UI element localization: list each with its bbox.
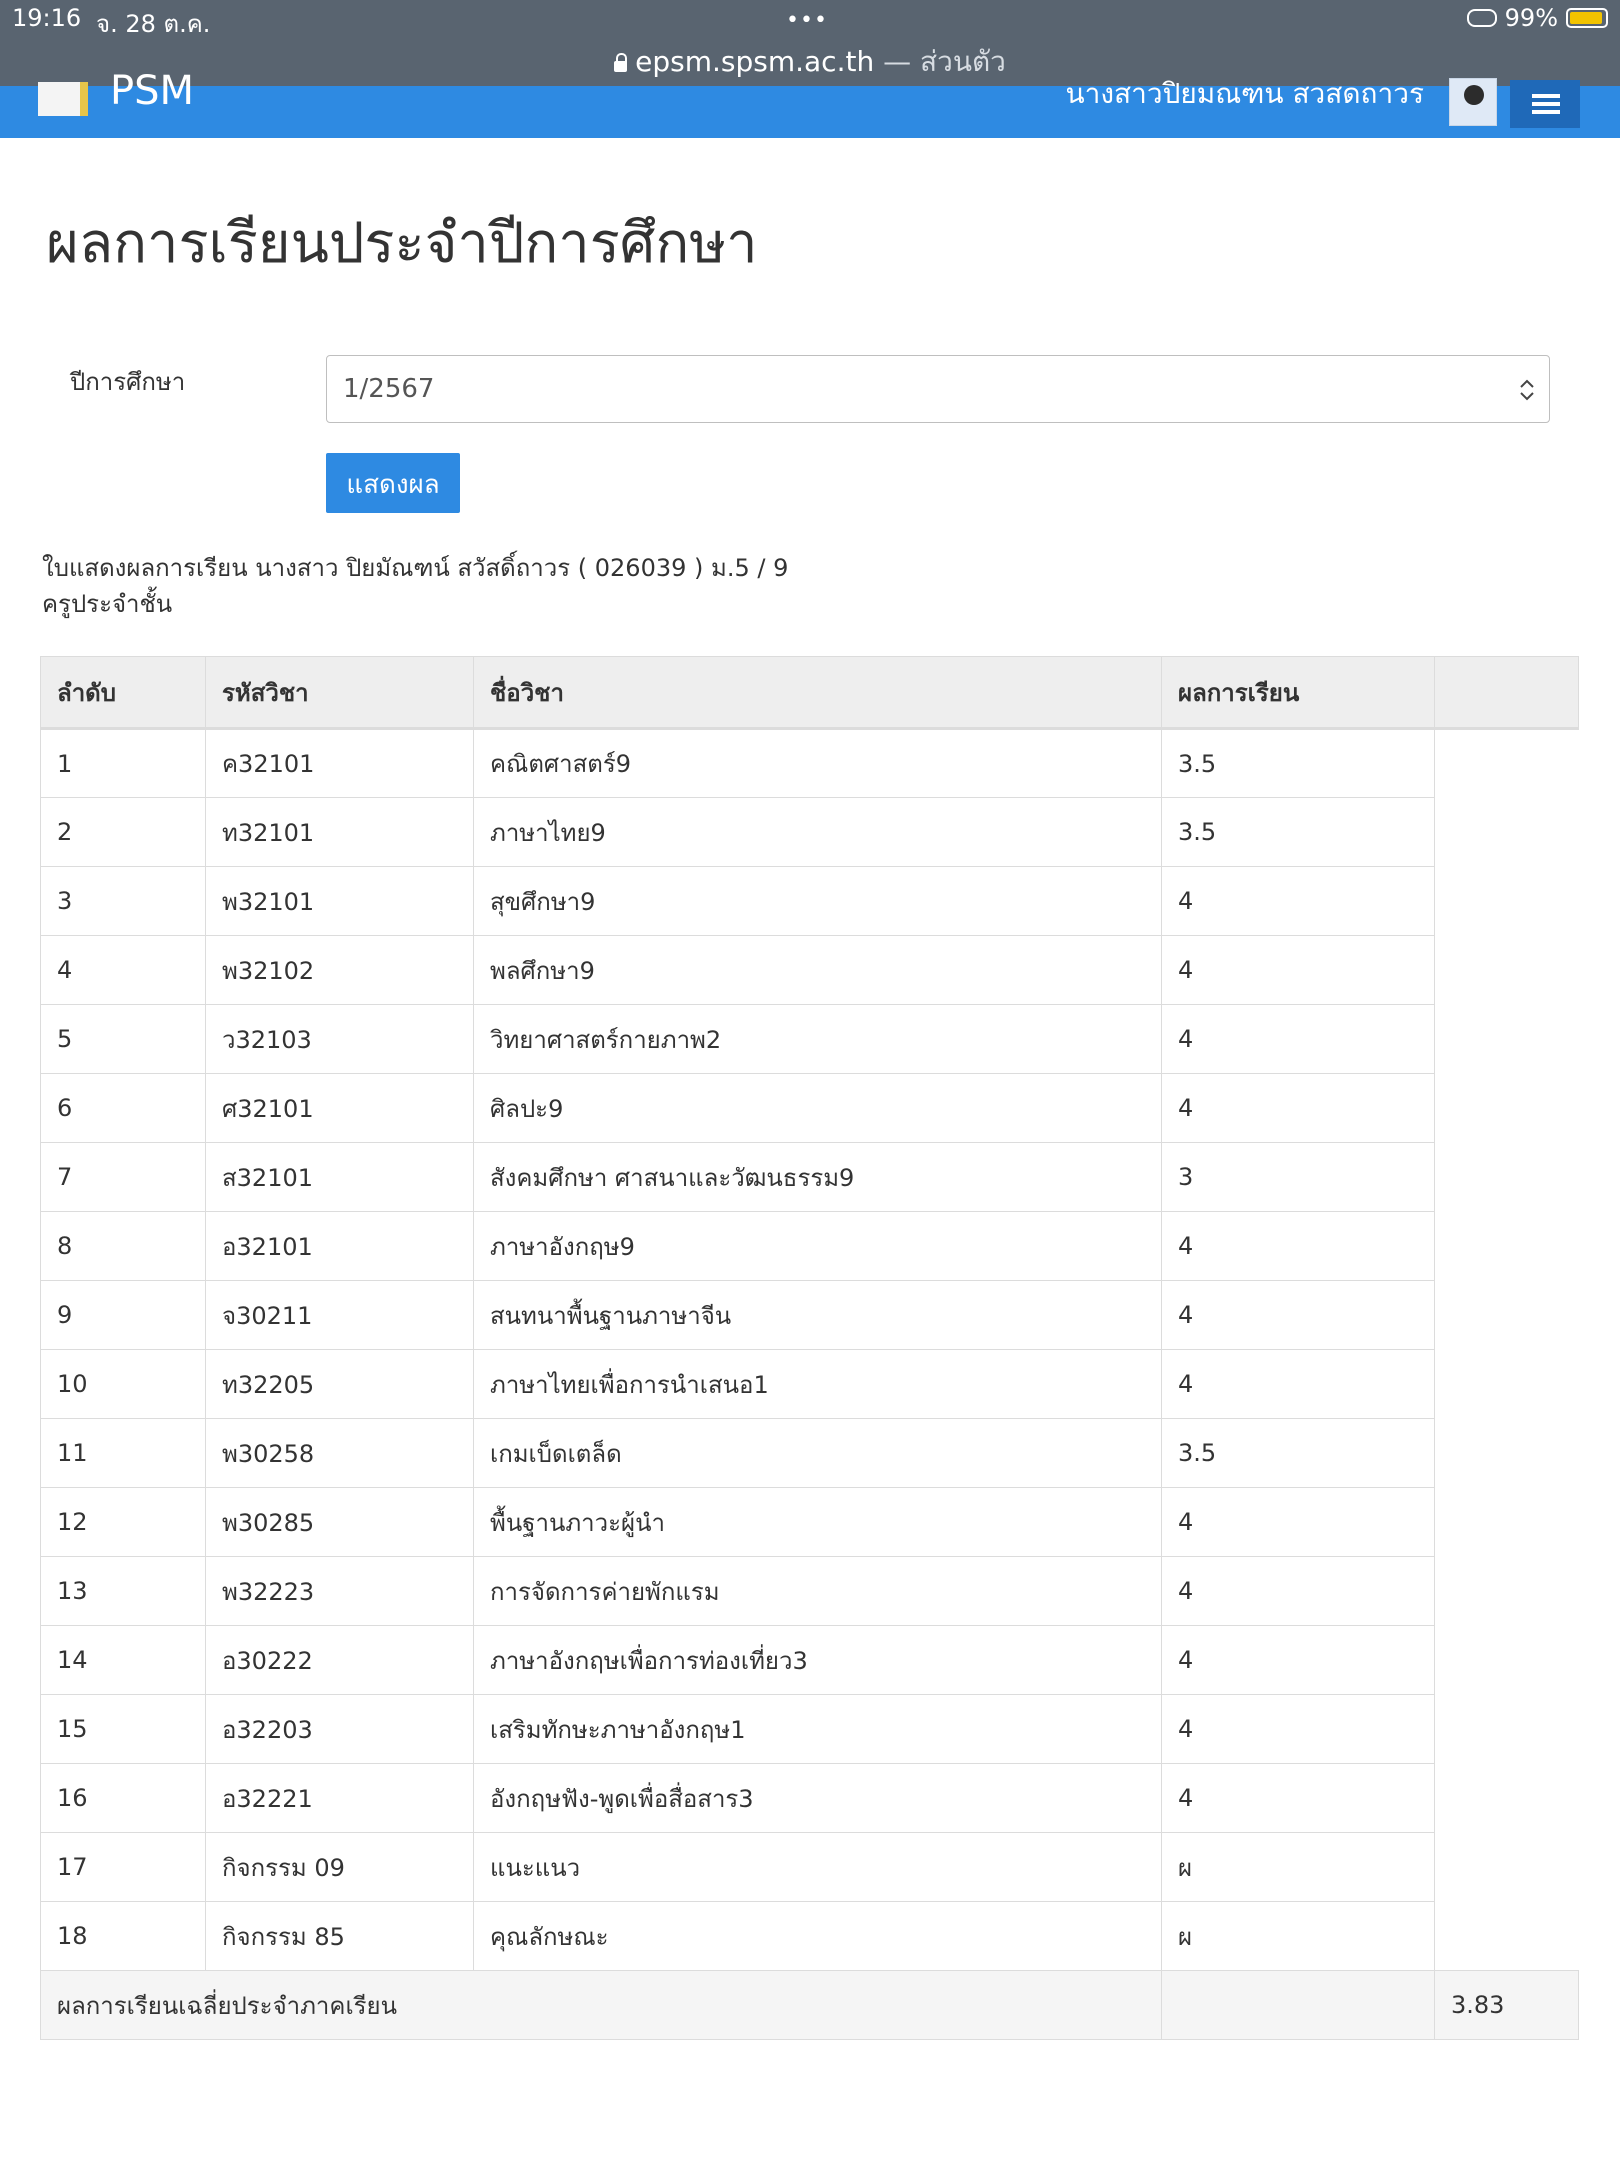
cell-grade: 4 bbox=[1162, 1281, 1435, 1350]
cell-order: 18 bbox=[41, 1902, 206, 1971]
table-header-row bbox=[41, 657, 1579, 729]
table-row bbox=[41, 1626, 1579, 1695]
cell-subject: อังกฤษฟัง-พูดเพื่อสื่อสาร3 bbox=[474, 1764, 1162, 1833]
row-spacer bbox=[1435, 1833, 1579, 1902]
row-spacer bbox=[1435, 1626, 1579, 1695]
cell-code: ท32205 bbox=[206, 1350, 474, 1419]
row-spacer bbox=[1435, 1695, 1579, 1764]
cell-order: 12 bbox=[41, 1488, 206, 1557]
cell-order: 2 bbox=[41, 798, 206, 867]
cell-code: จ30211 bbox=[206, 1281, 474, 1350]
cell-grade: 4 bbox=[1162, 936, 1435, 1005]
cell-grade: 3 bbox=[1162, 1143, 1435, 1212]
table-spacer bbox=[1435, 657, 1579, 729]
cell-grade: ผ bbox=[1162, 1902, 1435, 1971]
cell-order: 1 bbox=[41, 729, 206, 798]
cell-subject: การจัดการค่ายพักแรม bbox=[474, 1557, 1162, 1626]
app-header bbox=[0, 68, 1620, 138]
cell-grade: 4 bbox=[1162, 1557, 1435, 1626]
table-row bbox=[41, 1074, 1579, 1143]
cell-code: กิจกรรม 85 bbox=[206, 1902, 474, 1971]
table-row bbox=[41, 1212, 1579, 1281]
cell-grade: ผ bbox=[1162, 1833, 1435, 1902]
cell-subject: สนทนาพื้นฐานภาษาจีน bbox=[474, 1281, 1162, 1350]
year-select-value: 1/2567 bbox=[343, 374, 435, 404]
cell-grade: 4 bbox=[1162, 1212, 1435, 1281]
table-row bbox=[41, 1764, 1579, 1833]
cell-code: อ32203 bbox=[206, 1695, 474, 1764]
cell-subject: ภาษาอังกฤษ9 bbox=[474, 1212, 1162, 1281]
url-domain: epsm.spsm.ac.th bbox=[635, 45, 875, 78]
cell-subject: ภาษาไทย9 bbox=[474, 798, 1162, 867]
row-spacer bbox=[1435, 798, 1579, 867]
table-row bbox=[41, 729, 1579, 798]
cell-code: อ32101 bbox=[206, 1212, 474, 1281]
cell-order: 8 bbox=[41, 1212, 206, 1281]
row-spacer bbox=[1435, 1005, 1579, 1074]
show-result-button[interactable]: แสดงผล bbox=[326, 453, 460, 513]
row-spacer bbox=[1435, 729, 1579, 798]
cell-order: 15 bbox=[41, 1695, 206, 1764]
cell-subject: ภาษาไทยเพื่อการนำเสนอ1 bbox=[474, 1350, 1162, 1419]
cell-order: 14 bbox=[41, 1626, 206, 1695]
cell-grade: 4 bbox=[1162, 1350, 1435, 1419]
average-value: 3.83 bbox=[1435, 1971, 1579, 2040]
table-row bbox=[41, 1419, 1579, 1488]
row-spacer bbox=[1435, 1350, 1579, 1419]
table-row bbox=[41, 1281, 1579, 1350]
avatar[interactable] bbox=[1449, 78, 1497, 126]
cell-code: กิจกรรม 09 bbox=[206, 1833, 474, 1902]
lock-icon bbox=[614, 61, 627, 72]
cell-code: พ32102 bbox=[206, 936, 474, 1005]
cell-code: พ32101 bbox=[206, 867, 474, 936]
cell-order: 16 bbox=[41, 1764, 206, 1833]
average-empty-cell bbox=[1162, 1971, 1435, 2040]
table-row bbox=[41, 1695, 1579, 1764]
row-spacer bbox=[1435, 1419, 1579, 1488]
cell-subject: เกมเบ็ดเตล็ด bbox=[474, 1419, 1162, 1488]
table-row bbox=[41, 798, 1579, 867]
report-info: ใบแสดงผลการเรียน นางสาว ปิยมัณฑน์ สวัสดิ์ถาวร ( 026039 ) ม.5 / 9 bbox=[42, 554, 789, 582]
user-name[interactable]: นางสาวปิยมณฑน สวสดถาวร bbox=[1065, 77, 1424, 110]
table-row bbox=[41, 867, 1579, 936]
cell-order: 4 bbox=[41, 936, 206, 1005]
cell-order: 11 bbox=[41, 1419, 206, 1488]
chevron-up-down-icon bbox=[1519, 378, 1535, 402]
private-mode-label: ส่วนตัว bbox=[920, 45, 1006, 78]
cell-code: อ32221 bbox=[206, 1764, 474, 1833]
link-icon bbox=[1467, 9, 1497, 27]
cell-grade: 3.5 bbox=[1162, 798, 1435, 867]
cell-grade: 4 bbox=[1162, 1626, 1435, 1695]
cell-order: 13 bbox=[41, 1557, 206, 1626]
cell-code: ส32101 bbox=[206, 1143, 474, 1212]
cell-subject: สังคมศึกษา ศาสนาและวัฒนธรรม9 bbox=[474, 1143, 1162, 1212]
cell-subject: เสริมทักษะภาษาอังกฤษ1 bbox=[474, 1695, 1162, 1764]
cell-code: พ30258 bbox=[206, 1419, 474, 1488]
row-spacer bbox=[1435, 1281, 1579, 1350]
cell-order: 10 bbox=[41, 1350, 206, 1419]
cell-subject: วิทยาศาสตร์กายภาพ2 bbox=[474, 1005, 1162, 1074]
col-header-subject: ชื่อวิชา bbox=[474, 657, 1162, 729]
table-row bbox=[41, 1143, 1579, 1212]
cell-order: 17 bbox=[41, 1833, 206, 1902]
cell-code: ว32103 bbox=[206, 1005, 474, 1074]
book-logo-icon[interactable] bbox=[38, 82, 82, 116]
year-select[interactable] bbox=[326, 355, 1550, 423]
col-header-grade: ผลการเรียน bbox=[1162, 657, 1435, 729]
table-row bbox=[41, 1557, 1579, 1626]
grades-table bbox=[40, 656, 1579, 2040]
cell-grade: 4 bbox=[1162, 1005, 1435, 1074]
row-spacer bbox=[1435, 1488, 1579, 1557]
battery-icon bbox=[1566, 8, 1608, 28]
average-label: ผลการเรียนเฉลี่ยประจำภาคเรียน bbox=[41, 1971, 1162, 2040]
cell-subject: ภาษาอังกฤษเพื่อการท่องเที่ยว3 bbox=[474, 1626, 1162, 1695]
row-spacer bbox=[1435, 1764, 1579, 1833]
cell-code: พ32223 bbox=[206, 1557, 474, 1626]
table-row bbox=[41, 1902, 1579, 1971]
cell-code: พ30285 bbox=[206, 1488, 474, 1557]
row-spacer bbox=[1435, 1074, 1579, 1143]
cell-grade: 4 bbox=[1162, 1764, 1435, 1833]
col-header-order: ลำดับ bbox=[41, 657, 206, 729]
cell-grade: 4 bbox=[1162, 1074, 1435, 1143]
url-separator: — bbox=[874, 45, 921, 78]
col-header-code: รหัสวิชา bbox=[206, 657, 474, 729]
table-row bbox=[41, 1833, 1579, 1902]
cell-subject: ศิลปะ9 bbox=[474, 1074, 1162, 1143]
status-date: จ. 28 ต.ค. bbox=[96, 10, 211, 38]
cell-subject: คณิตศาสตร์9 bbox=[474, 729, 1162, 798]
hamburger-menu-icon[interactable] bbox=[1510, 80, 1580, 128]
cell-code: ท32101 bbox=[206, 798, 474, 867]
table-row bbox=[41, 1488, 1579, 1557]
row-spacer bbox=[1435, 1557, 1579, 1626]
cell-order: 7 bbox=[41, 1143, 206, 1212]
row-spacer bbox=[1435, 1902, 1579, 1971]
table-row bbox=[41, 1005, 1579, 1074]
homeroom-teacher: ครูประจำชั้น bbox=[42, 590, 173, 618]
cell-order: 6 bbox=[41, 1074, 206, 1143]
table-row bbox=[41, 1350, 1579, 1419]
average-row bbox=[41, 1971, 1579, 2040]
year-label: ปีการศึกษา bbox=[70, 368, 186, 396]
row-spacer bbox=[1435, 867, 1579, 936]
cell-order: 3 bbox=[41, 867, 206, 936]
cell-subject: พื้นฐานภาวะผู้นำ bbox=[474, 1488, 1162, 1557]
cell-subject: พลศึกษา9 bbox=[474, 936, 1162, 1005]
row-spacer bbox=[1435, 1143, 1579, 1212]
cell-grade: 4 bbox=[1162, 1488, 1435, 1557]
cell-grade: 3.5 bbox=[1162, 1419, 1435, 1488]
cell-grade: 4 bbox=[1162, 1695, 1435, 1764]
status-right bbox=[1467, 4, 1608, 32]
cell-code: ศ32101 bbox=[206, 1074, 474, 1143]
status-time: 19:16 bbox=[12, 4, 82, 32]
cell-code: ค32101 bbox=[206, 729, 474, 798]
page-title: ผลการเรียนประจำปีการศึกษา bbox=[46, 211, 758, 276]
battery-percent: 99% bbox=[1504, 4, 1558, 32]
brand-name[interactable]: PSM bbox=[110, 68, 195, 114]
multitask-dots-icon[interactable]: ••• bbox=[786, 8, 828, 33]
cell-order: 9 bbox=[41, 1281, 206, 1350]
cell-code: อ30222 bbox=[206, 1626, 474, 1695]
cell-subject: สุขศึกษา9 bbox=[474, 867, 1162, 936]
row-spacer bbox=[1435, 936, 1579, 1005]
cell-subject: คุณลักษณะ bbox=[474, 1902, 1162, 1971]
cell-grade: 3.5 bbox=[1162, 729, 1435, 798]
cell-order: 5 bbox=[41, 1005, 206, 1074]
cell-grade: 4 bbox=[1162, 867, 1435, 936]
table-row bbox=[41, 936, 1579, 1005]
cell-subject: แนะแนว bbox=[474, 1833, 1162, 1902]
row-spacer bbox=[1435, 1212, 1579, 1281]
